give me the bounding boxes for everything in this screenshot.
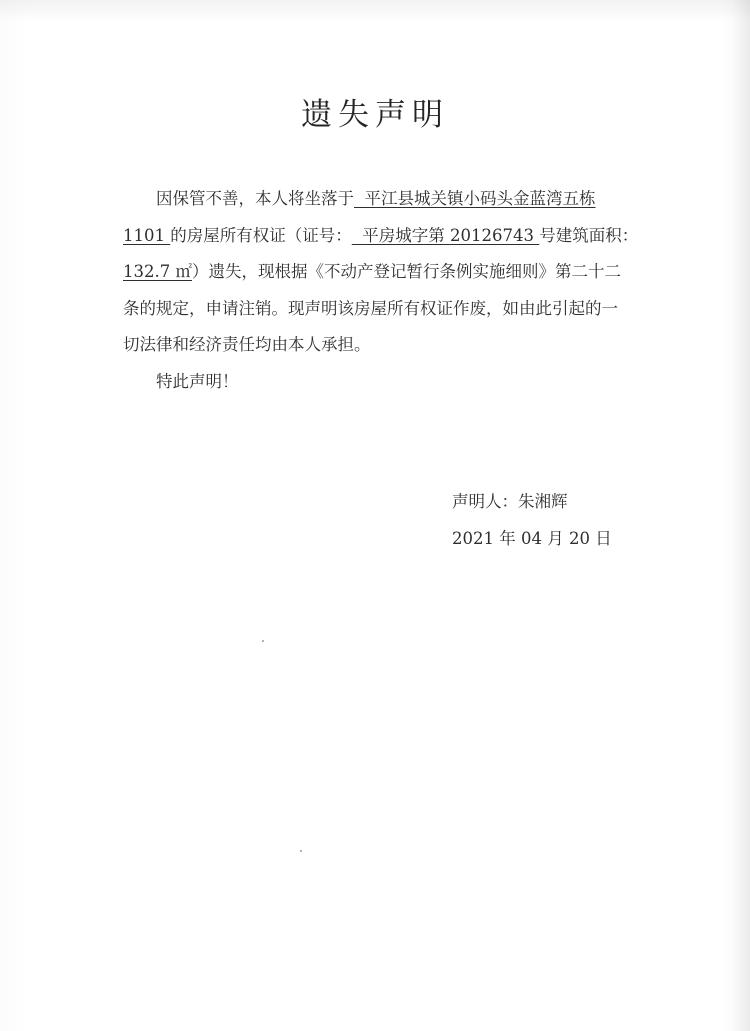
- body-line-2: [123, 218, 639, 255]
- declaration-body: [123, 181, 639, 401]
- scan-speck: [300, 850, 302, 852]
- property-location-part2: 1101: [123, 225, 171, 245]
- body-line-1-prefix: 因保管不善，本人将坐落于: [156, 189, 354, 208]
- declaration-date: 2021 年 04 月 20 日: [452, 528, 612, 548]
- body-line-5: 切法律和经济责任均由本人承担。: [123, 335, 371, 355]
- signature-block: [452, 484, 612, 557]
- declarant-name: 声明人：朱湘辉: [452, 492, 568, 511]
- body-line-1: [123, 181, 633, 218]
- body-line-2-text-a: 的房屋所有权证（证号：: [170, 225, 352, 245]
- body-line-3: [123, 254, 633, 291]
- certificate-number: 平房城字第 20126743: [351, 225, 540, 245]
- body-line-3-text: ）遗失，现根据《不动产登记暂行条例实施细则》第二十二: [191, 262, 621, 282]
- scan-top-shadow: [0, 0, 750, 22]
- scan-right-edge: [732, 0, 750, 1031]
- property-location-part1: 平江县城关镇小码头金蓝湾五栋: [354, 189, 596, 208]
- building-area: 132.7 ㎡: [123, 262, 192, 282]
- body-line-2-text-b: 号建筑面积：: [539, 225, 639, 245]
- body-line-4: 条的规定，申请注销。现声明该房屋所有权证作废，如由此引起的一: [123, 298, 618, 318]
- document-title: 遗失声明: [301, 97, 449, 133]
- scan-speck: [262, 640, 264, 642]
- closing-statement: 特此声明！: [156, 371, 239, 391]
